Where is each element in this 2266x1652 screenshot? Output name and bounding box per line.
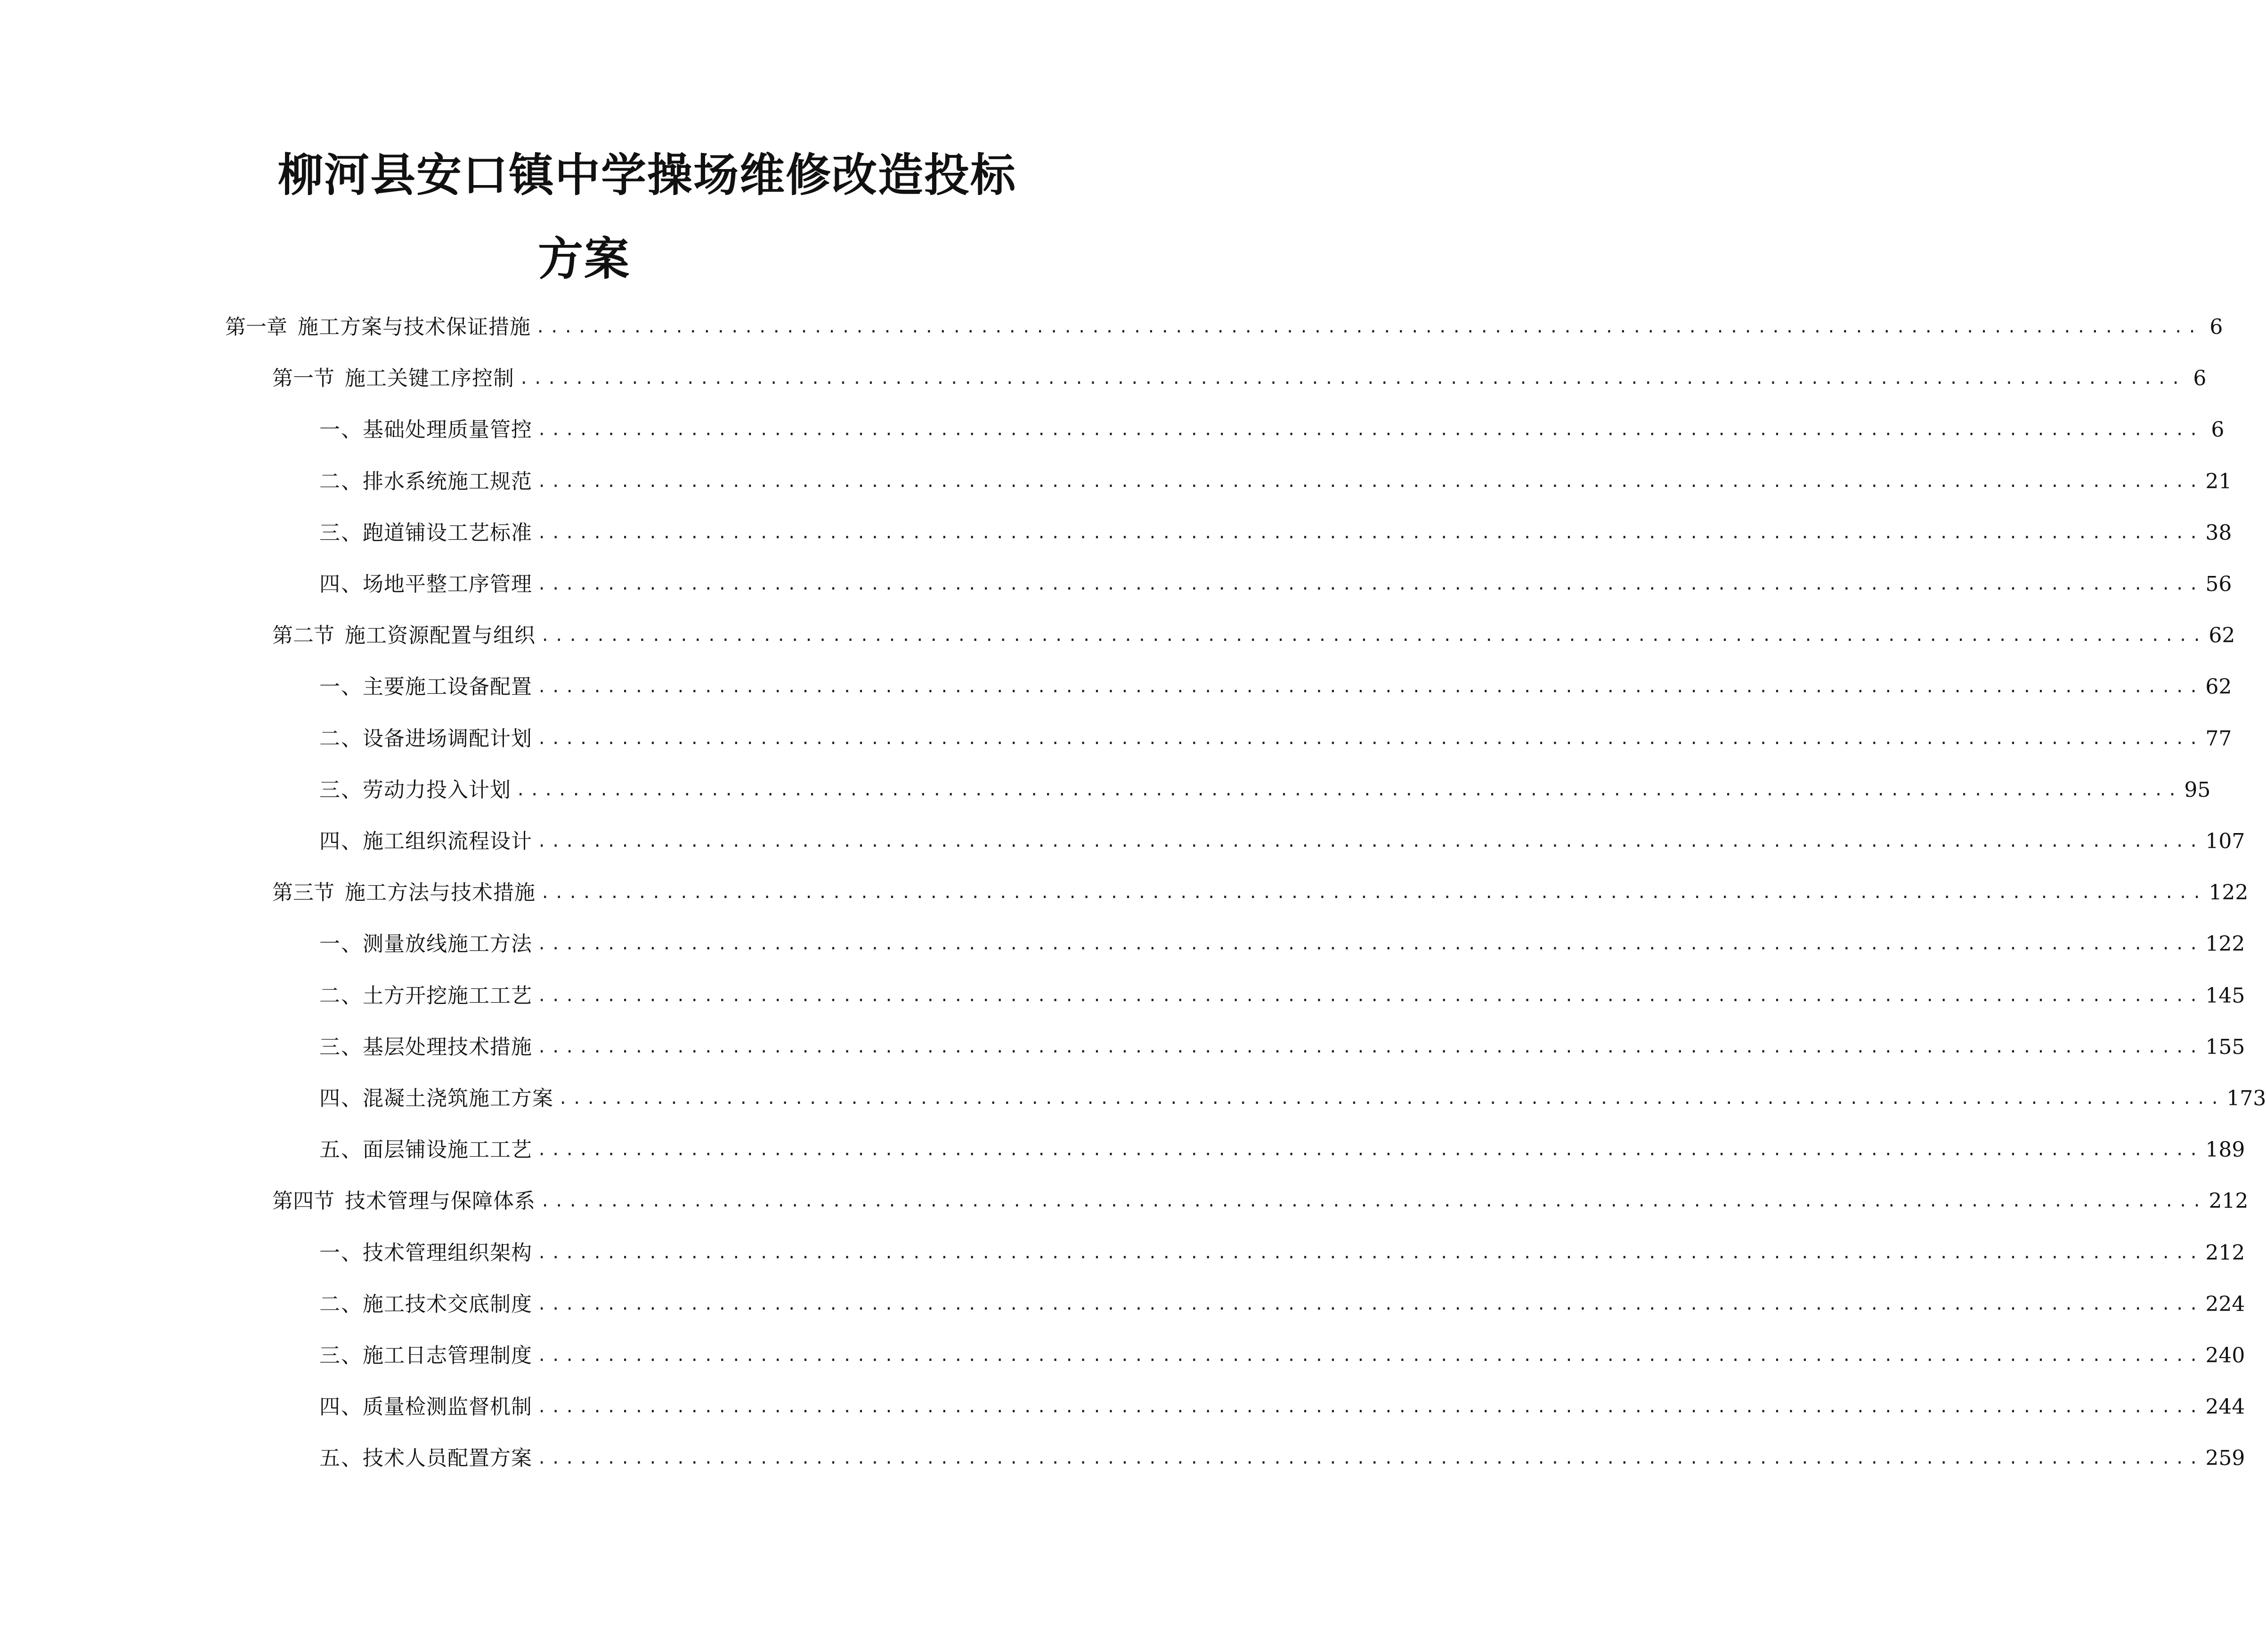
toc-entry[interactable] xyxy=(319,1080,2266,1118)
toc-entry-page-number: 21 xyxy=(2205,470,2232,494)
toc-entry-number: 三、 xyxy=(319,1035,363,1059)
toc-entry[interactable] xyxy=(319,1131,2245,1169)
toc-entry-page-number: 212 xyxy=(2209,1189,2249,1213)
toc-entry-title: 技术管理与保障体系 xyxy=(345,1189,536,1213)
toc-entry[interactable] xyxy=(272,617,2235,655)
toc-entry[interactable] xyxy=(319,1028,2245,1066)
toc-leader-dots: ........................................................................................................................ xyxy=(537,1295,2203,1314)
toc-entry[interactable] xyxy=(319,668,2232,706)
toc-leader-dots: ........................................................................................................................ xyxy=(537,524,2203,543)
toc-entry-number: 四、 xyxy=(319,572,363,596)
toc-leader-dots: ........................................................................................................................ xyxy=(537,935,2203,954)
toc-entry-title: 排水系统施工规范 xyxy=(363,470,532,494)
toc-leader-dots: ........................................................................................................................ xyxy=(537,678,2203,696)
toc-entry[interactable] xyxy=(319,1388,2245,1426)
toc-leader-dots: ........................................................................................................................ xyxy=(540,883,2206,902)
toc-entry[interactable] xyxy=(319,925,2245,963)
toc-entry-title: 基础处理质量管控 xyxy=(363,418,532,442)
toc-leader-dots: ........................................................................................................................ xyxy=(537,472,2203,491)
toc-entry-number: 五、 xyxy=(319,1446,363,1470)
toc-entry[interactable] xyxy=(319,566,2232,603)
toc-entry-title: 跑道铺设工艺标准 xyxy=(363,521,532,545)
toc-entry-title: 面层铺设施工工艺 xyxy=(363,1138,532,1162)
toc-entry-page-number: 173 xyxy=(2226,1086,2266,1110)
toc-entry-number: 二、 xyxy=(319,1292,363,1316)
toc-entry-title: 基层处理技术措施 xyxy=(363,1035,532,1059)
toc-entry-number: 第一节 xyxy=(272,366,334,390)
toc-entry-page-number: 107 xyxy=(2205,829,2245,853)
toc-entry-title: 设备进场调配计划 xyxy=(363,727,532,751)
toc-entry-title: 劳动力投入计划 xyxy=(363,778,511,802)
toc-entry-title: 混凝土浇筑施工方案 xyxy=(363,1086,553,1110)
toc-entry-number: 第一章 xyxy=(225,315,287,339)
toc-leader-dots: ........................................................................................................................ xyxy=(540,626,2206,645)
toc-entry-number: 二、 xyxy=(319,470,363,494)
toc-entry-number: 第二节 xyxy=(272,624,334,648)
toc-leader-dots: ........................................................................................................................ xyxy=(537,1141,2203,1159)
toc-leader-dots: ........................................................................................................................ xyxy=(537,987,2203,1005)
document-title-continued: 方案 xyxy=(538,232,630,285)
toc-entry-page-number: 6 xyxy=(2193,366,2207,390)
toc-entry-number: 一、 xyxy=(319,675,363,699)
toc-entry[interactable] xyxy=(272,360,2207,397)
toc-entry-title: 施工关键工序控制 xyxy=(345,366,514,390)
toc-leader-dots: ........................................................................................................................ xyxy=(519,369,2185,388)
toc-entry-page-number: 212 xyxy=(2205,1241,2245,1265)
toc-entry-title: 施工资源配置与组织 xyxy=(345,624,536,648)
toc-entry-number: 二、 xyxy=(319,984,363,1008)
toc-entry-title: 施工方法与技术措施 xyxy=(345,881,536,905)
toc-entry[interactable] xyxy=(319,463,2232,501)
toc-entry-title: 施工日志管理制度 xyxy=(363,1344,532,1368)
toc-entry-page-number: 95 xyxy=(2184,778,2211,802)
toc-entry-number: 第三节 xyxy=(272,881,334,905)
toc-leader-dots: ........................................................................................................................ xyxy=(537,575,2203,594)
toc-entry[interactable] xyxy=(272,1182,2249,1220)
toc-entry-page-number: 189 xyxy=(2205,1138,2245,1162)
toc-entry-page-number: 38 xyxy=(2205,521,2232,545)
toc-entry-number: 四、 xyxy=(319,829,363,853)
toc-entry-title: 技术管理组织架构 xyxy=(363,1241,532,1265)
toc-leader-dots: ........................................................................................................................ xyxy=(537,729,2203,748)
toc-entry-number: 五、 xyxy=(319,1138,363,1162)
toc-entry-title: 施工方案与技术保证措施 xyxy=(298,315,531,339)
document-title: 柳河县安口镇中学操场维修改造投标 xyxy=(278,148,1016,202)
toc-leader-dots: ........................................................................................................................ xyxy=(537,1449,2203,1468)
toc-leader-dots: ........................................................................................................................ xyxy=(537,1398,2203,1417)
toc-leader-dots: ........................................................................................................................ xyxy=(537,1244,2203,1263)
toc-entry-number: 四、 xyxy=(319,1395,363,1419)
toc-entry-page-number: 77 xyxy=(2205,727,2232,751)
toc-entry-number: 三、 xyxy=(319,1344,363,1368)
toc-leader-dots: ........................................................................................................................ xyxy=(536,318,2201,337)
toc-leader-dots: ........................................................................................................................ xyxy=(537,421,2203,439)
toc-entry-page-number: 62 xyxy=(2209,624,2235,648)
toc-entry-number: 第四节 xyxy=(272,1189,334,1213)
toc-entry-number: 二、 xyxy=(319,727,363,751)
toc-entry-page-number: 240 xyxy=(2205,1344,2245,1368)
toc-entry[interactable] xyxy=(319,1440,2245,1477)
toc-entry[interactable] xyxy=(319,1286,2245,1323)
toc-entry[interactable] xyxy=(319,720,2232,758)
toc-entry[interactable] xyxy=(319,1234,2245,1272)
toc-entry-title: 技术人员配置方案 xyxy=(363,1446,532,1470)
toc-entry-page-number: 224 xyxy=(2205,1292,2245,1316)
toc-leader-dots: ........................................................................................................................ xyxy=(537,1038,2203,1057)
toc-entry-page-number: 56 xyxy=(2205,572,2232,596)
toc-entry-title: 施工技术交底制度 xyxy=(363,1292,532,1316)
toc-entry-title: 质量检测监督机制 xyxy=(363,1395,532,1419)
toc-entry-page-number: 62 xyxy=(2205,675,2232,699)
toc-entry-page-number: 6 xyxy=(2209,315,2223,339)
toc-leader-dots: ........................................................................................................................ xyxy=(540,1192,2206,1211)
toc-entry[interactable] xyxy=(319,1337,2245,1375)
toc-leader-dots: ........................................................................................................................ xyxy=(558,1089,2224,1108)
toc-leader-dots: ........................................................................................................................ xyxy=(537,1346,2203,1365)
toc-entry-page-number: 259 xyxy=(2205,1446,2245,1470)
toc-entry-number: 一、 xyxy=(319,932,363,956)
toc-entry-number: 四、 xyxy=(319,1086,363,1110)
toc-entry-page-number: 155 xyxy=(2205,1035,2245,1059)
toc-entry-page-number: 122 xyxy=(2209,881,2249,905)
toc-entry-number: 三、 xyxy=(319,778,363,802)
toc-entry[interactable] xyxy=(319,771,2211,809)
toc-entry[interactable] xyxy=(319,514,2232,552)
toc-entry[interactable] xyxy=(319,823,2245,860)
toc-entry[interactable] xyxy=(319,411,2225,449)
toc-entry-page-number: 122 xyxy=(2205,932,2245,956)
toc-entry-page-number: 244 xyxy=(2205,1395,2245,1419)
toc-entry-number: 三、 xyxy=(319,521,363,545)
toc-entry-title: 主要施工设备配置 xyxy=(363,675,532,699)
toc-entry[interactable] xyxy=(225,308,2223,346)
toc-leader-dots: ........................................................................................................................ xyxy=(537,832,2203,851)
toc-entry-title: 场地平整工序管理 xyxy=(363,572,532,596)
toc-leader-dots: ........................................................................................................................ xyxy=(516,781,2182,800)
toc-entry-title: 施工组织流程设计 xyxy=(363,829,532,853)
toc-entry[interactable] xyxy=(272,874,2249,912)
toc-entry[interactable] xyxy=(319,977,2245,1015)
toc-entry-page-number: 145 xyxy=(2205,984,2245,1008)
toc-entry-number: 一、 xyxy=(319,1241,363,1265)
toc-entry-page-number: 6 xyxy=(2211,418,2225,442)
toc-entry-title: 土方开挖施工工艺 xyxy=(363,984,532,1008)
toc-entry-title: 测量放线施工方法 xyxy=(363,932,532,956)
toc-entry-number: 一、 xyxy=(319,418,363,442)
